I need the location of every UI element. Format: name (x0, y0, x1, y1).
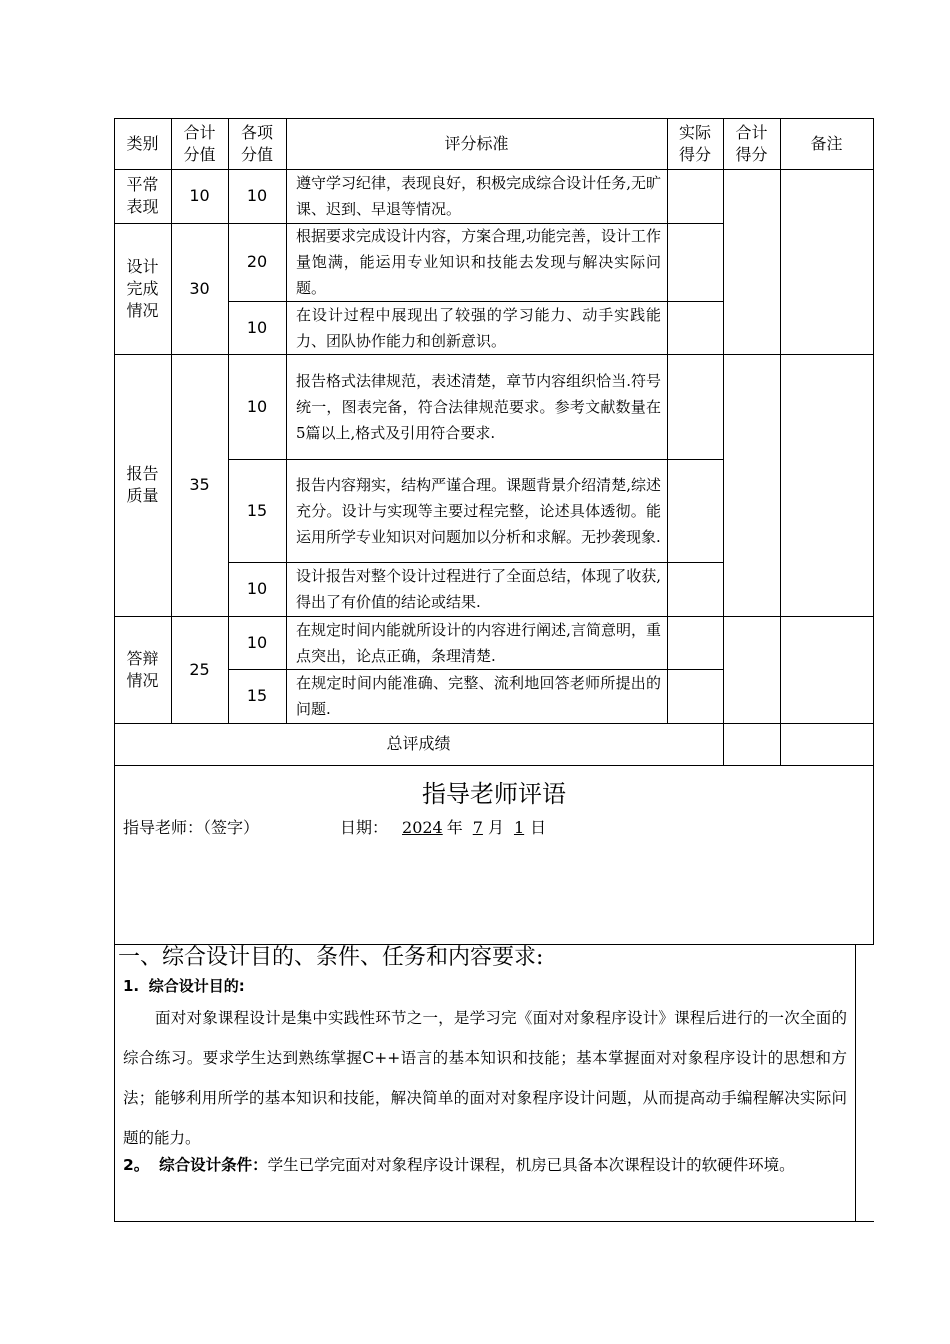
criteria-cell: 在规定时间内能就所设计的内容进行阐述,言简意明，重点突出，论点正确，条理清楚. (296, 620, 661, 665)
date-day: 1 (513, 818, 525, 837)
category-cell: 设计 完成 情况 (126, 256, 159, 320)
item-score-cell: 10 (246, 396, 268, 416)
category-cell: 报告 质量 (126, 464, 159, 505)
item-score-cell: 15 (246, 500, 268, 520)
total-score-cell: 25 (189, 659, 210, 679)
category-cell: 答辩 情况 (126, 648, 159, 690)
item1-heading: 1. 综合设计目的: (123, 977, 245, 995)
date-label: 日期： (340, 818, 389, 837)
criteria-cell: 报告格式法律规范，表述清楚，章节内容组织恰当.符号统一，图表完备，符合法律规范要求。参考文献数量在5篇以上,格式及引用符合要求. (296, 371, 661, 442)
item-score-cell: 15 (246, 686, 268, 705)
item-score-cell: 10 (246, 317, 268, 337)
section-heading: 一、综合设计目的、条件、任务和内容要求: (118, 945, 544, 970)
header-remark: 备注 (810, 133, 843, 153)
date-month: 7 (472, 818, 483, 837)
total-grade-label: 总评成绩 (386, 734, 451, 753)
item-score-cell: 20 (246, 252, 268, 271)
criteria-cell: 遵守学习纪律，表现良好，积极完成综合设计任务,无旷课、迟到、早退等情况。 (296, 174, 661, 218)
header-item-score: 各项 分值 (240, 122, 273, 164)
criteria-cell: 在设计过程中展现出了较强的学习能力、动手实践能力、团队协作能力和创新意识。 (296, 305, 661, 350)
category-cell: 平常 表现 (126, 175, 159, 216)
teacher-label: 指导老师：（签字） (123, 818, 260, 837)
item1-body: 面对对象课程设计是集中实践性环节之一，是学习完《面对对象程序设计》课程后进行的一次全面的综合练习。要求学生达到熟练掌握C++语言的基本知识和技能；基本掌握面对对象程序设计的思想和方法；能够利用所学的基本知识和技能，解决简单的面对对象程序设计问题，从而提高动手编程解决实际问题的能力。 (123, 1009, 847, 1147)
header-actual-score: 实际 得分 (678, 122, 711, 164)
total-score-cell: 35 (189, 475, 210, 494)
date-line: 日期： 2024 年 7 月 1 日 (340, 818, 547, 837)
total-score-cell: 30 (189, 278, 210, 298)
criteria-cell: 根据要求完成设计内容，方案合理,功能完善，设计工作量饱满，能运用专业知识和技能去发现与解决实际问题。 (296, 227, 661, 297)
item-score-cell: 10 (246, 579, 268, 598)
item-score-cell: 10 (246, 632, 268, 652)
teacher-signature-line (123, 816, 259, 840)
total-score-cell: 10 (189, 186, 210, 205)
item2-paragraph: 2。 综合设计条件：学生已学完面对对象程序设计课程，机房已具备本次课程设计的软硬件环境。 (123, 1156, 795, 1174)
criteria-cell: 报告内容翔实，结构严谨合理。课题背景介绍清楚,综述充分。设计与实现等主要过程完整，论述具体透彻。能运用所学专业知识对问题加以分析和求解。无抄袭现象. (296, 475, 661, 546)
comments-title: 指导老师评语 (422, 779, 566, 808)
header-criteria: 评分标准 (444, 133, 509, 153)
date-year: 2024 (402, 818, 443, 837)
header-total-score: 合计 分值 (183, 122, 216, 164)
header-total-got: 合计 得分 (735, 122, 768, 164)
item-score-cell: 10 (246, 186, 268, 205)
criteria-cell: 在规定时间内能准确、完整、流利地回答老师所提出的问题. (296, 674, 661, 718)
header-category: 类别 (126, 133, 159, 153)
criteria-cell: 设计报告对整个设计过程进行了全面总结，体现了收获,得出了有价值的结论或结果. (296, 567, 661, 611)
